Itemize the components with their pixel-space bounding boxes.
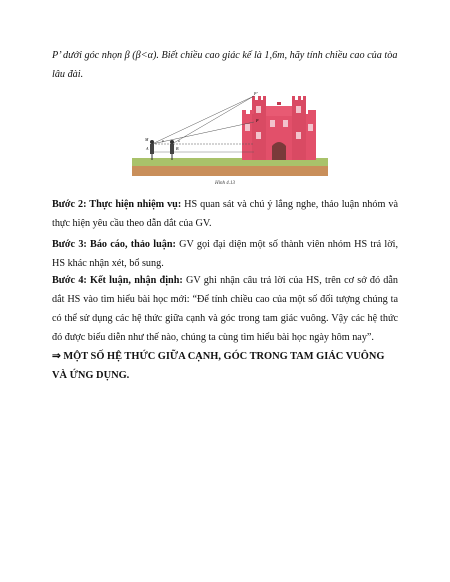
intro-line-1: P’ dưới góc nhọn β (β<α). Biết chiều cao giác kế là 1,6m, hãy tính chiều cao của tòa bbox=[52, 50, 398, 61]
label-alpha: α bbox=[178, 139, 180, 143]
label-beta: β bbox=[162, 139, 164, 143]
label-a: A bbox=[146, 146, 149, 151]
step2-text: HS quan sát và chú ý lắng nghe, thảo luận nhóm và thực hiện yêu cầu theo dẫn dắt của GV. bbox=[52, 199, 398, 229]
castle-figure bbox=[132, 92, 328, 180]
step3-text: GV gọi đại diện một số thành viên nhóm HS trả lời, HS khác nhận xét, bổ sung. bbox=[52, 239, 398, 269]
arrow-icon: ⇒ bbox=[52, 351, 61, 362]
label-p: P bbox=[256, 118, 259, 123]
observer-b bbox=[170, 140, 174, 160]
step4-paragraph bbox=[52, 271, 398, 347]
heading-text: MỘT SỐ HỆ THỨC GIỮA CẠNH, GÓC TRONG TAM GIÁC VUÔNG VÀ ỨNG DỤNG. bbox=[52, 351, 385, 381]
label-m: M bbox=[145, 137, 149, 142]
step3-paragraph bbox=[52, 235, 398, 273]
step2-label: Bước 2: Thực hiện nhiệm vụ: bbox=[52, 199, 182, 210]
label-b: B bbox=[176, 146, 179, 151]
label-pprime: P’ bbox=[254, 92, 258, 96]
step4-label: Bước 4: Kết luận, nhận định: bbox=[52, 275, 183, 286]
intro-paragraph bbox=[52, 46, 398, 84]
step3-label: Bước 3: Báo cáo, thảo luận: bbox=[52, 239, 176, 250]
castle bbox=[242, 96, 316, 160]
figure-caption: Hình 4.13 bbox=[215, 181, 235, 186]
step4-text: GV ghi nhận câu trả lời của HS, trên cơ sở đó dẫn dắt HS vào tìm hiểu bài học mới: “Để tính chiều cao của một số đối tượng chúng ta có thể sử dụng các hệ thức giữa cạnh và góc trong tam giác vuông. Vậy các hệ thức đó được biểu diễn như thế nào, chúng ta cùng tìm hiểu bài học ngày hôm nay”. bbox=[52, 275, 398, 343]
soil-strip bbox=[132, 166, 328, 176]
section-heading bbox=[52, 347, 398, 385]
step2-paragraph bbox=[52, 195, 398, 233]
observer-a bbox=[150, 140, 154, 160]
intro-line-2: lâu đài. bbox=[52, 69, 84, 80]
